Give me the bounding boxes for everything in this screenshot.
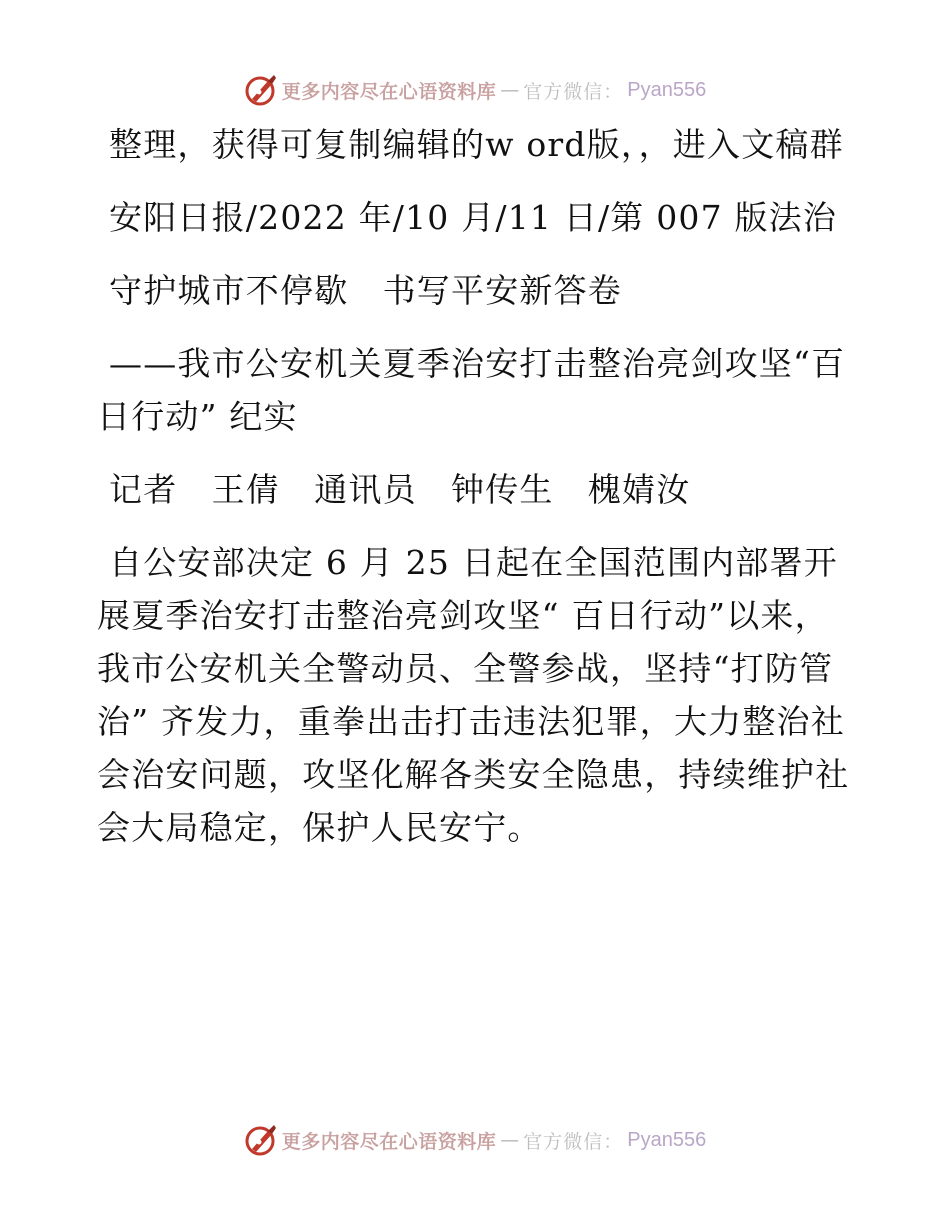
banner-wechat-label: 官方微信： bbox=[523, 80, 624, 103]
source-line: 安阳日报/2022 年/10 月/11 日/第 007 版法治 bbox=[109, 198, 838, 237]
article-title: 守护城市不停歇 书写平安新答卷 bbox=[109, 271, 622, 310]
article-subtitle: ——我市公安机关夏季治安打击整治亮剑攻坚“百日行动” 纪实 bbox=[97, 344, 846, 436]
banner-separator: — bbox=[500, 79, 520, 101]
intro-line: 整理，获得可复制编辑的w ord版，，进入文稿群 bbox=[109, 125, 844, 164]
document-body bbox=[97, 118, 857, 854]
byline: 记者 王倩 通讯员 钟传生 槐婧汝 bbox=[109, 470, 691, 509]
pen-logo-icon bbox=[244, 73, 278, 107]
banner-main-text: 更多内容尽在心语资料库 bbox=[281, 80, 497, 103]
header-watermark-banner bbox=[0, 70, 950, 110]
banner-wechat-label: 官方微信： bbox=[523, 1130, 624, 1153]
pen-logo-icon bbox=[244, 1123, 278, 1157]
banner-separator: — bbox=[500, 1129, 520, 1151]
footer-watermark-banner bbox=[0, 1120, 950, 1160]
banner-wechat-id: Pyan556 bbox=[627, 78, 707, 101]
banner-wechat-id: Pyan556 bbox=[627, 1128, 707, 1151]
body-paragraph: 自公安部决定 6 月 25 日起在全国范围内部署开展夏季治安打击整治亮剑攻坚“ 百日行动”以来，我市公安机关全警动员、全警参战，坚持“打防管治” 齐发力，重拳出击打击违法犯罪，大力整治社会治安问题，攻坚化解各类安全隐患，持续维护社会大局稳定，保护人民安宁。 bbox=[97, 543, 850, 847]
banner-main-text: 更多内容尽在心语资料库 bbox=[281, 1130, 497, 1153]
